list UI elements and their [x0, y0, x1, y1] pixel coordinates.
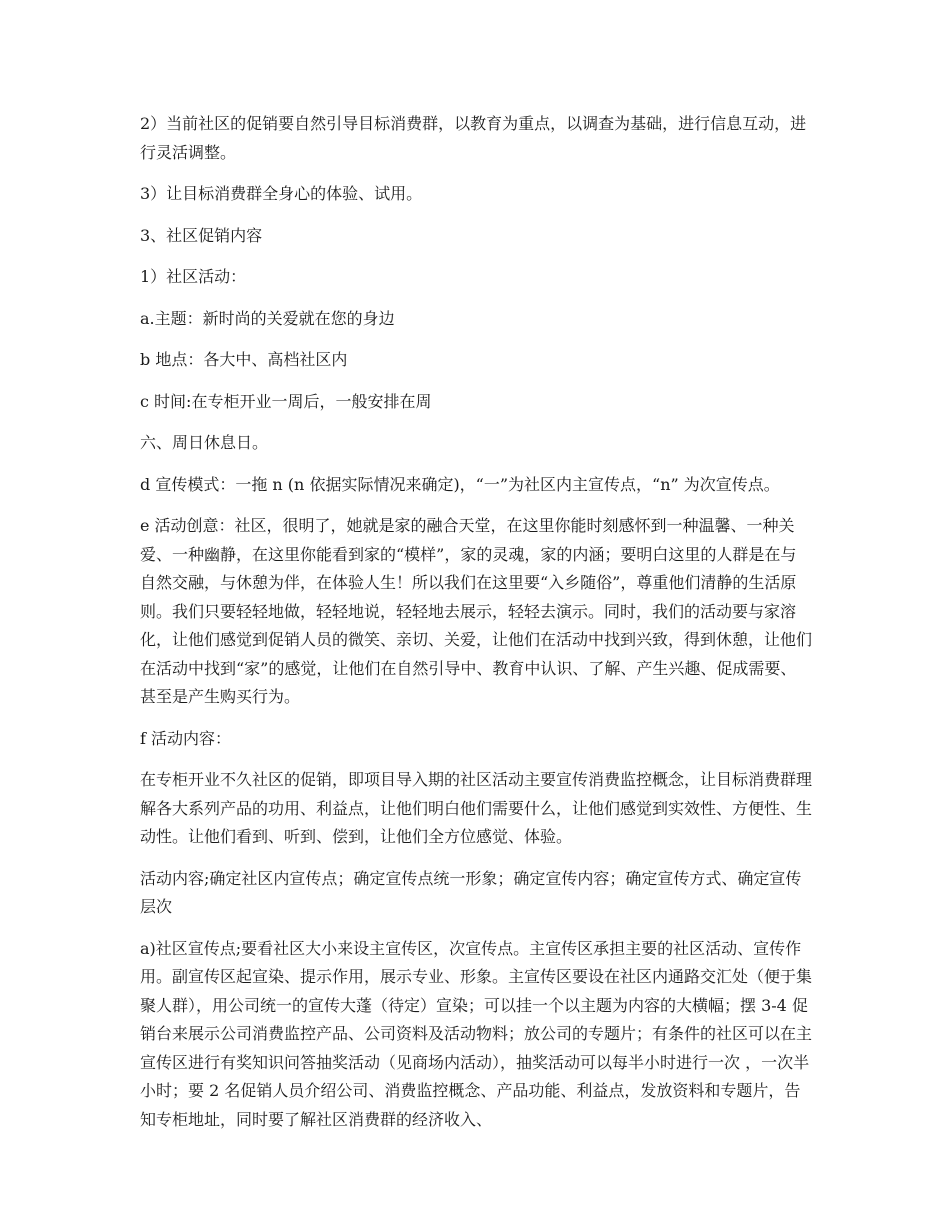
paragraph: 3）让目标消费群全身心的体验、试用。: [140, 184, 423, 203]
paragraph: a.主题：新时尚的关爱就在您的身边: [140, 308, 395, 328]
paragraph: d 宣传模式：一拖 n (n 依据实际情况来确定)，“一”为社区内主宣传点，“n” 为次宣传点。: [140, 474, 780, 494]
paragraph: 在专柜开业不久社区的促销，即项目导入期的社区活动主要宣传消费监控概念，让目标消费群理解各大系列产品的功用、利益点，让他们明白他们需要什么，让他们感觉到实效性、方便性、生动性。让他们看到、听到、偿到，让他们全方位感觉、体验。: [140, 770, 813, 846]
document-body: [140, 110, 812, 1147]
paragraph: 2）当前社区的促销要自然引导目标消费群，以教育为重点，以调查为基础，进行信息互动，进行灵活调整。: [140, 114, 807, 162]
paragraph: e 活动创意：社区，很明了，她就是家的融合天堂，在这里你能时刻感怀到一种温馨、一种关爱、一种幽静，在这里你能看到家的“模样”，家的灵魂，家的内涵；要明白这里的人群是在与自然交融，与休憩为伴，在体验人生！所以我们在这里要“入乡随俗”，尊重他们清静的生活原则。我们只要轻轻地做，轻轻地说，轻轻地去展示，轻轻去演示。同时，我们的活动要与家溶化，让他们感觉到促销人员的微笑、亲切、关爱，让他们在活动中找到兴致，得到休憩，让他们在活动中找到“家”的感觉，让他们在自然引导中、教育中认识、了解、产生兴趣、促成需要、甚至是产生购买行为。: [140, 516, 813, 706]
paragraph: f 活动内容：: [140, 728, 232, 748]
paragraph: 活动内容;确定社区内宣传点；确定宣传点统一形象；确定宣传内容；确定宣传方式、确定宣传层次: [140, 868, 802, 916]
paragraph: 六、周日休息日。: [140, 433, 269, 452]
subsection-heading: 1）社区活动：: [140, 267, 247, 286]
paragraph: a)社区宣传点;要看社区大小来设主宣传区，次宣传点。主宣传区承担主要的社区活动、宣传作用。副宣传区起宣染、提示作用，展示专业、形象。主宣传区要设在社区内通路交汇处（便于集聚人群），用公司统一的宣传大蓬（待定）宣染；可以挂一个以主题为内容的大横幅；摆 3-4 促销台来展示公司消费监控产品、公司资料及活动物料；放公司的专题片；有条件的社区可以在主宣传区进行有奖知识问答抽奖活动（见商场内活动），抽奖活动可以每半小时进行一次 ，一次半小时；要 2 名促销人员介绍公司、消费监控概念、产品功能、利益点，发放资料和专题片，告知专柜地址，同时要了解社区消费群的经济收入、: [140, 938, 813, 1129]
paragraph: c 时间:在专柜开业一周后，一般安排在周: [140, 391, 432, 411]
section-heading: 3、社区促销内容: [140, 225, 263, 245]
paragraph: b 地点：各大中、高档社区内: [140, 350, 348, 369]
